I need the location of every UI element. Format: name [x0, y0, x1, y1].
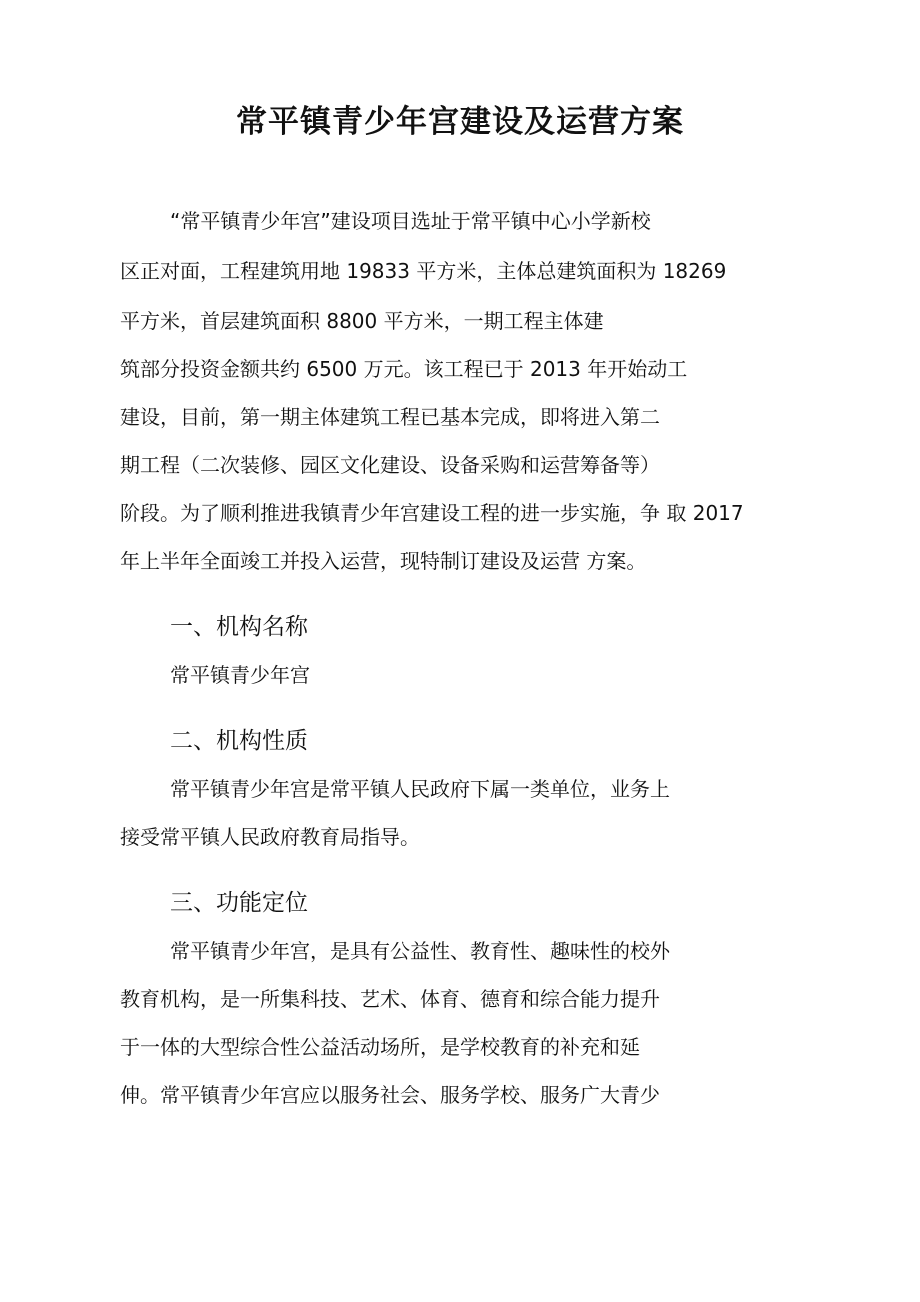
intro-line: 区正对面，工程建筑用地 19833 平方米，主体总建筑面积为 18269 [120, 259, 727, 283]
section-line: 接受常平镇人民政府教育局指导。 [120, 825, 420, 849]
intro-line: 年上半年全面竣工并投入运营，现特制订建设及运营 方案。 [120, 549, 647, 573]
section-heading: 一、机构名称 [170, 614, 308, 640]
intro-line: 建设，目前，第一期主体建筑工程已基本完成，即将进入第二 [120, 405, 660, 429]
section-line: 教育机构，是一所集科技、艺术、体育、德育和综合能力提升 [120, 987, 660, 1011]
section-line: 伸。常平镇青少年宫应以服务社会、服务学校、服务广大青少 [120, 1083, 660, 1107]
section-heading: 二、机构性质 [170, 728, 308, 754]
section-line: 常平镇青少年宫，是具有公益性、教育性、趣味性的校外 [170, 939, 670, 963]
section-heading: 三、功能定位 [170, 890, 308, 916]
intro-line: 期工程（二次装修、园区文化建设、设备采购和运营筹备等） [120, 453, 660, 477]
document-title: 常平镇青少年宫建设及运营方案 [236, 104, 684, 140]
intro-line: 筑部分投资金额共约 6500 万元。该工程已于 2013 年开始动工 [120, 357, 688, 381]
section-line: 于一体的大型综合性公益活动场所，是学校教育的补充和延 [120, 1035, 640, 1059]
section-line: 常平镇青少年宫 [170, 663, 310, 687]
section-line: 常平镇青少年宫是常平镇人民政府下属一类单位，业务上 [170, 777, 670, 801]
intro-line: “常平镇青少年宫”建设项目选址于常平镇中心小学新校 [170, 209, 651, 233]
intro-line: 阶段。为了顺利推进我镇青少年宫建设工程的进一步实施，争 取 2017 [120, 501, 744, 525]
intro-line: 平方米，首层建筑面积 8800 平方米，一期工程主体建 [120, 309, 604, 333]
